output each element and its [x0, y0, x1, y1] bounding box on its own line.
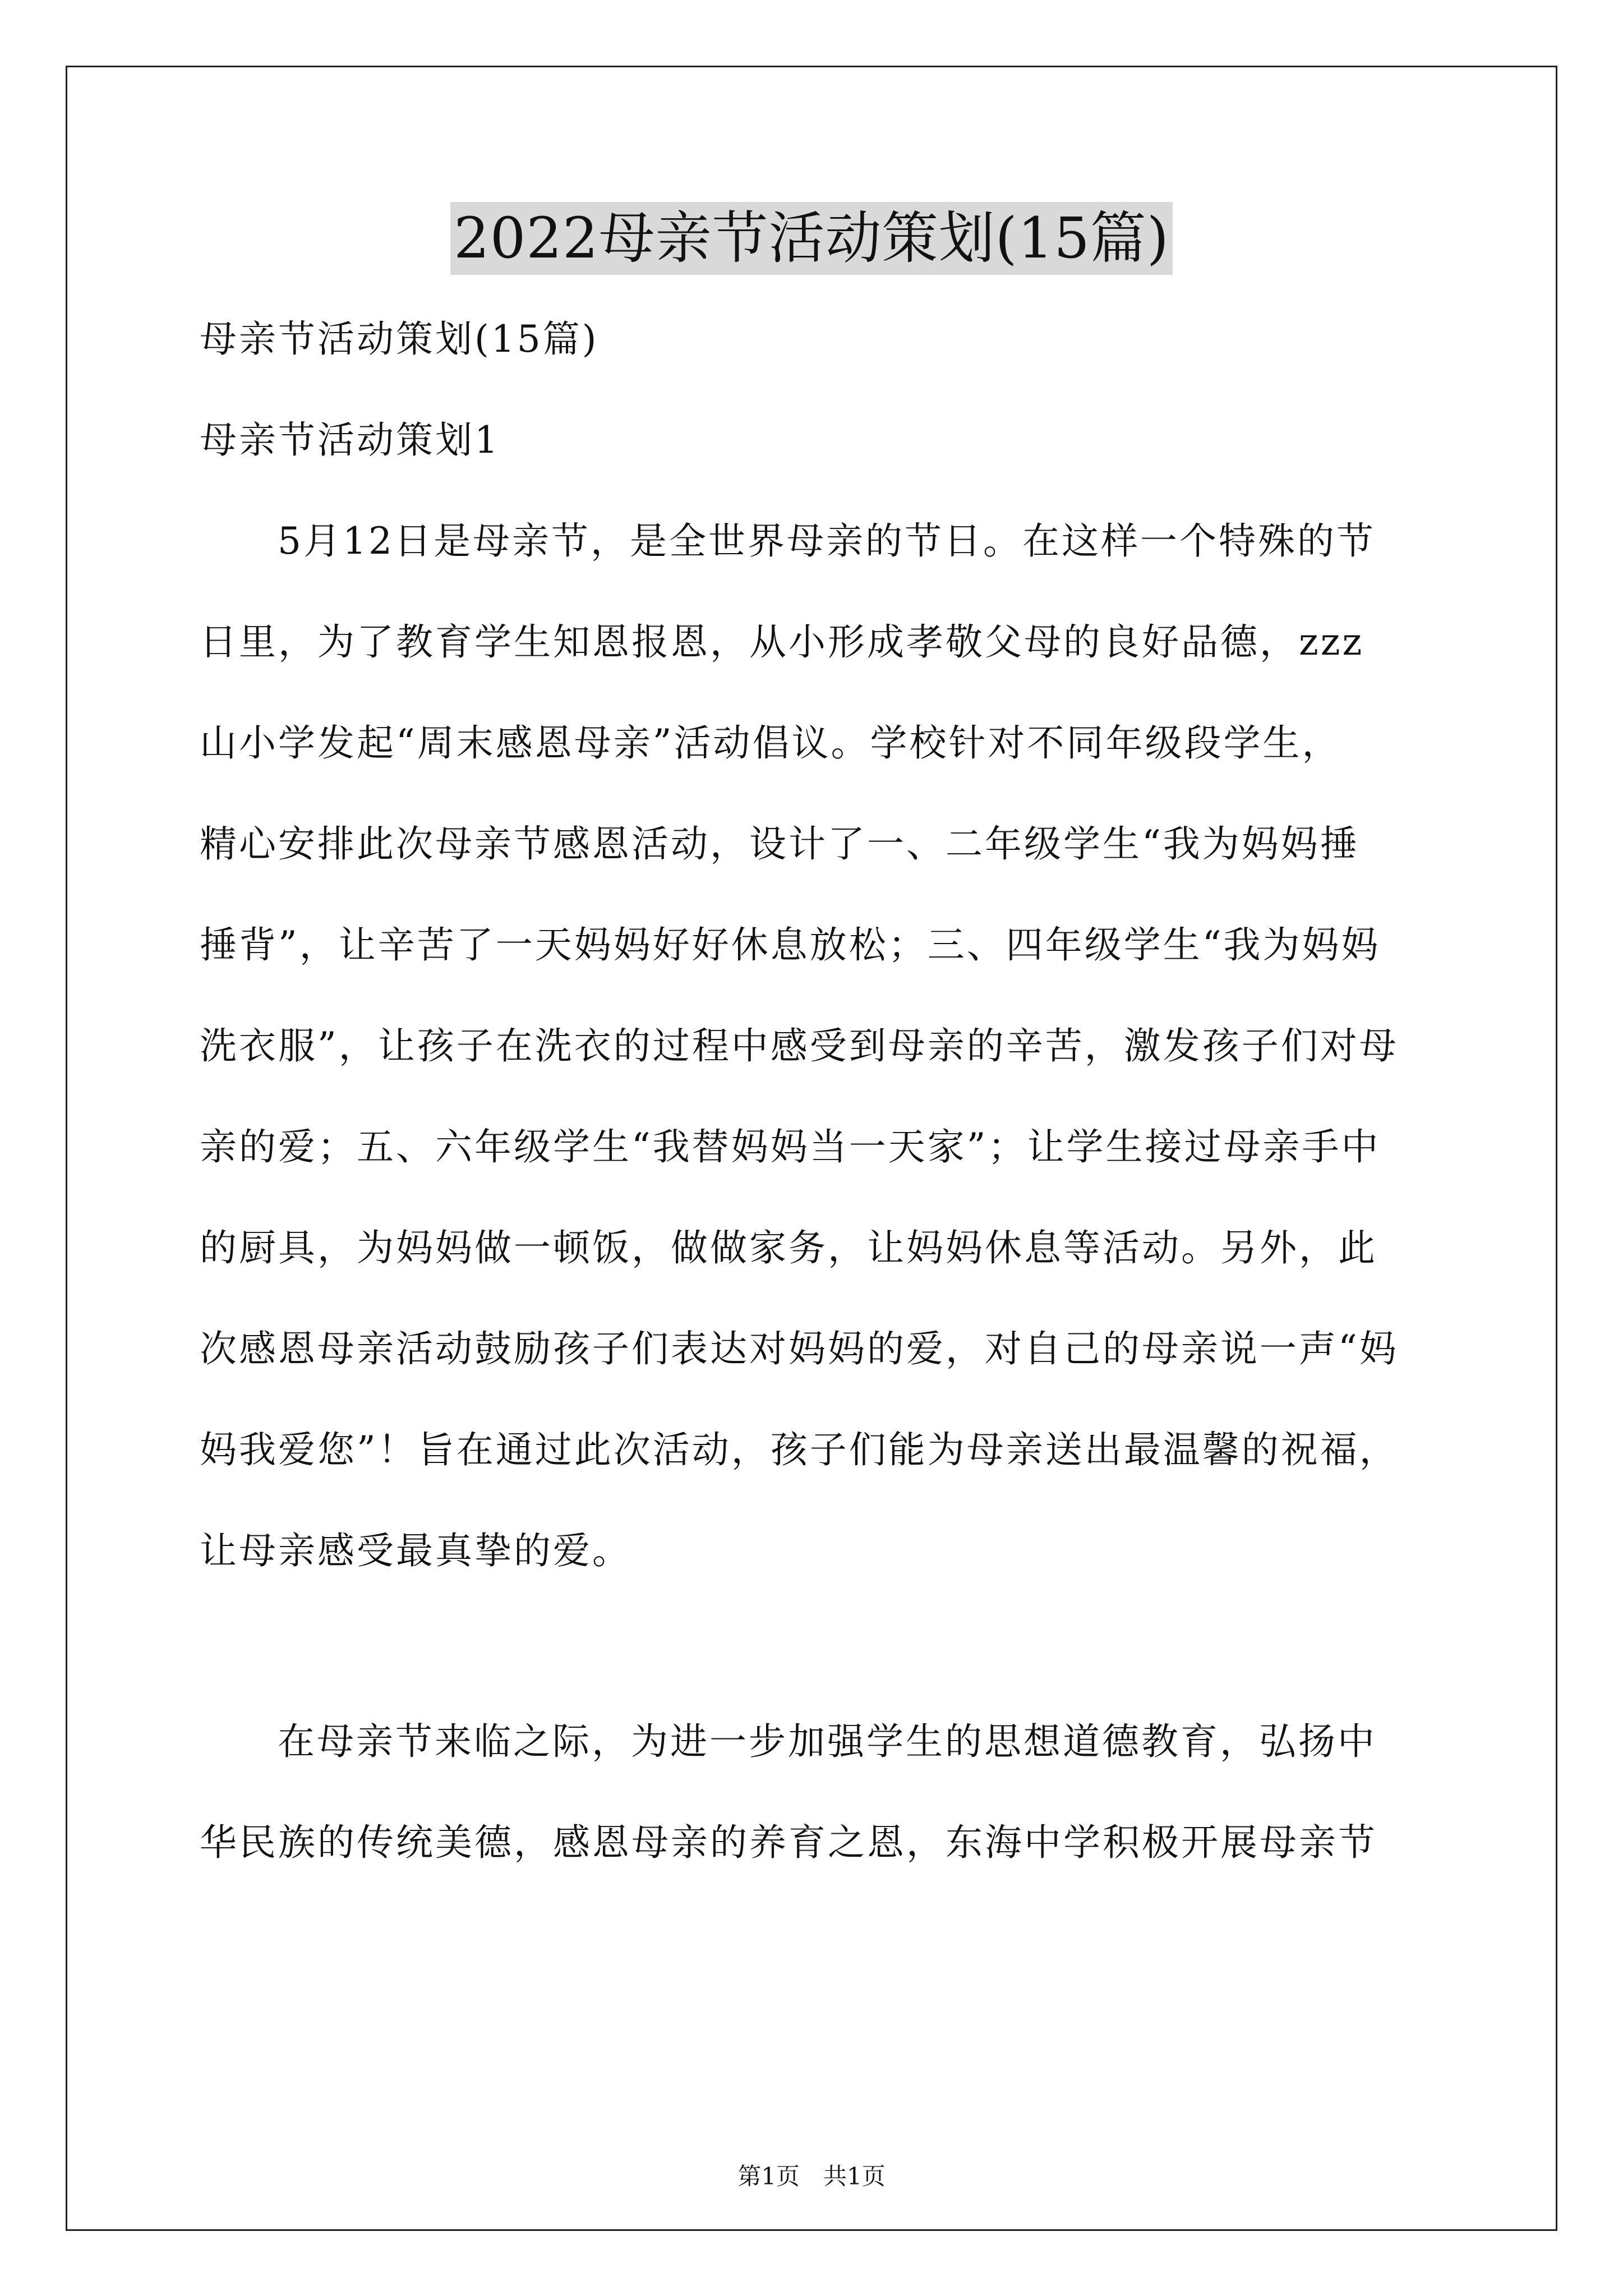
paragraph-line: 山小学发起“周末感恩母亲”活动倡议。学校针对不同年级段学生， [200, 721, 1341, 765]
document-title: 2022母亲节活动策划(15篇) [450, 202, 1173, 275]
paragraph-line: 捶背”，让辛苦了一天妈妈好好休息放松；三、四年级学生“我为妈妈 [200, 923, 1381, 967]
paragraph-line: 妈我爱您”！旨在通过此次活动，孩子们能为母亲送出最温馨的祝福， [200, 1428, 1399, 1471]
paragraph-line: 日里，为了教育学生知恩报恩，从小形成孝敬父母的良好品德，zzz [200, 620, 1364, 664]
paragraph-line: 的厨具，为妈妈做一顿饭，做做家务，让妈妈休息等活动。另外，此 [200, 1226, 1377, 1269]
paragraph-line: 在母亲节来临之际，为进一步加强学生的思想道德教育，弘扬中 [278, 1720, 1377, 1763]
section-heading: 母亲节活动策划1 [200, 418, 500, 462]
subtitle: 母亲节活动策划(15篇) [200, 318, 599, 361]
paragraph-line: 让母亲感受最真挚的爱。 [200, 1529, 631, 1572]
paragraph-line: 亲的爱；五、六年级学生“我替妈妈当一天家”；让学生接过母亲手中 [200, 1125, 1381, 1168]
paragraph-line: 华民族的传统美德，感恩母亲的养育之恩，东海中学积极开展母亲节 [200, 1821, 1377, 1864]
paragraph-line: 精心安排此次母亲节感恩活动，设计了一、二年级学生“我为妈妈捶 [200, 822, 1359, 866]
title-container [0, 202, 1623, 275]
paragraph-line: 洗衣服”，让孩子在洗衣的过程中感受到母亲的辛苦，激发孩子们对母 [200, 1024, 1399, 1068]
paragraph-line: 次感恩母亲活动鼓励孩子们表达对妈妈的爱，对自己的母亲说一声“妈 [200, 1327, 1399, 1370]
paragraph-line: 5月12日是母亲节，是全世界母亲的节日。在这样一个特殊的节 [278, 519, 1376, 563]
page-footer: 第1页 共1页 [737, 2162, 886, 2190]
